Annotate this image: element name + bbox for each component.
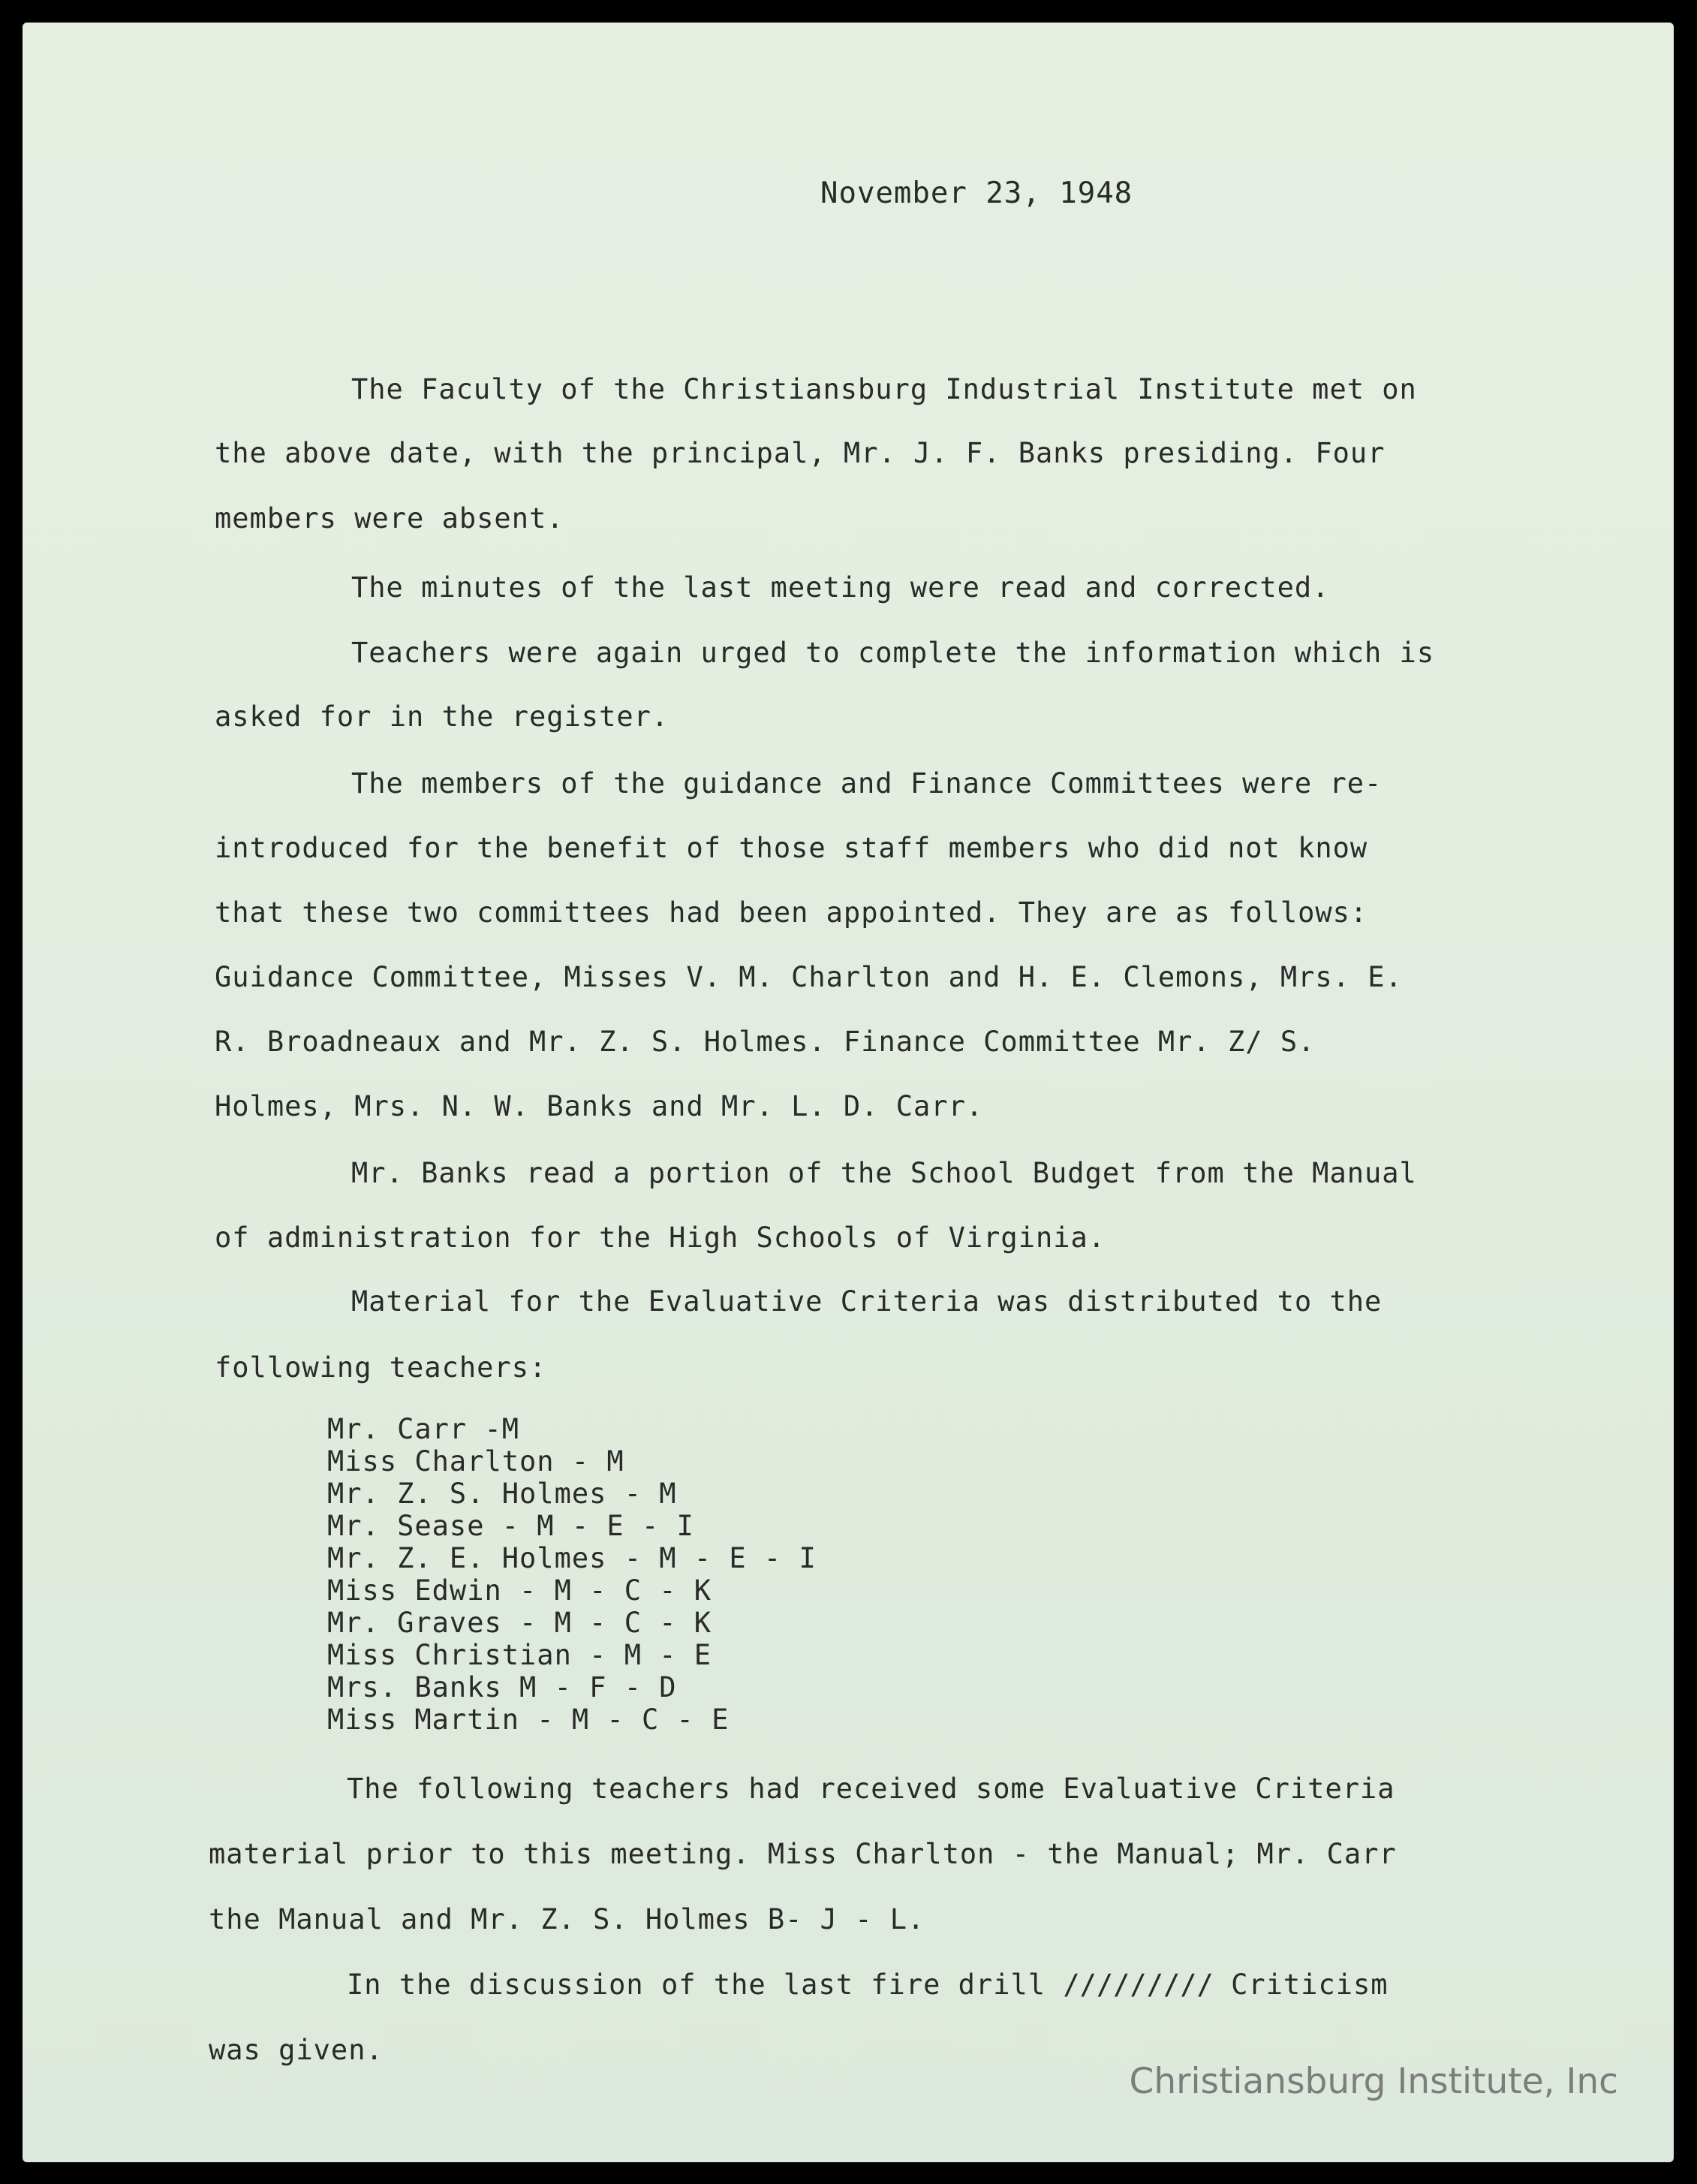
paragraph-text: In the discussion of the last fire drill [347,1969,1064,2001]
paragraph-line: following teachers: [215,1351,547,1384]
paragraph-line: Holmes, Mrs. N. W. Banks and Mr. L. D. Carr. [215,1090,984,1122]
paragraph-line: The following teachers had received some Evaluative Criteria [347,1773,1395,1805]
paragraph-line: was given. [209,2034,384,2066]
list-item: Miss Charlton - M [327,1445,624,1478]
paragraph-line: The members of the guidance and Finance Committees were re- [351,767,1383,800]
paragraph-line: the Manual and Mr. Z. S. Holmes B- J - L. [209,1903,925,1935]
paragraph-line: R. Broadneaux and Mr. Z. S. Holmes. Finance Committee Mr. Z/ S. [215,1026,1316,1058]
paragraph-line: The minutes of the last meeting were read and corrected. [351,571,1330,604]
paragraph-line [347,1969,1389,2001]
paragraph-line: Guidance Committee, Misses V. M. Charlton and H. E. Clemons, Mrs. E. [215,961,1403,993]
paragraph-line: Mr. Banks read a portion of the School Budget from the Manual [351,1157,1417,1189]
paragraph-text: Criticism [1213,1969,1389,2001]
document-page [23,23,1674,2162]
paragraph-line: that these two committees had been appointed. They are as follows: [215,896,1368,929]
watermark: Christiansburg Institute, Inc [1129,2061,1618,2102]
list-item: Mr. Graves - M - C - K [327,1607,712,1639]
list-item: Miss Edwin - M - C - K [327,1574,712,1607]
list-item: Mr. Z. E. Holmes - M - E - I [327,1542,817,1574]
list-item: Mr. Sease - M - E - I [327,1510,694,1542]
paragraph-line: Material for the Evaluative Criteria was distributed to the [351,1285,1383,1318]
paragraph-line: The Faculty of the Christiansburg Industrial Institute met on [351,373,1417,405]
paragraph-line: the above date, with the principal, Mr. J. F. Banks presiding. Four [215,437,1386,469]
list-item: Miss Christian - M - E [327,1639,712,1671]
struck-out-text: ///////// [1063,1969,1214,2001]
paragraph-line: asked for in the register. [215,700,669,733]
list-item: Mr. Carr -M [327,1413,520,1445]
paragraph-line: members were absent. [215,502,564,535]
list-item: Miss Martin - M - C - E [327,1704,730,1736]
paragraph-line: of administration for the High Schools of Virginia. [215,1222,1106,1254]
document-date: November 23, 1948 [820,176,1133,210]
list-item: Mr. Z. S. Holmes - M [327,1478,677,1510]
paragraph-line: material prior to this meeting. Miss Charlton - the Manual; Mr. Carr [209,1838,1397,1870]
list-item: Mrs. Banks M - F - D [327,1671,677,1704]
paragraph-line: introduced for the benefit of those staff members who did not know [215,832,1368,864]
paragraph-line: Teachers were again urged to complete the information which is [351,637,1435,669]
